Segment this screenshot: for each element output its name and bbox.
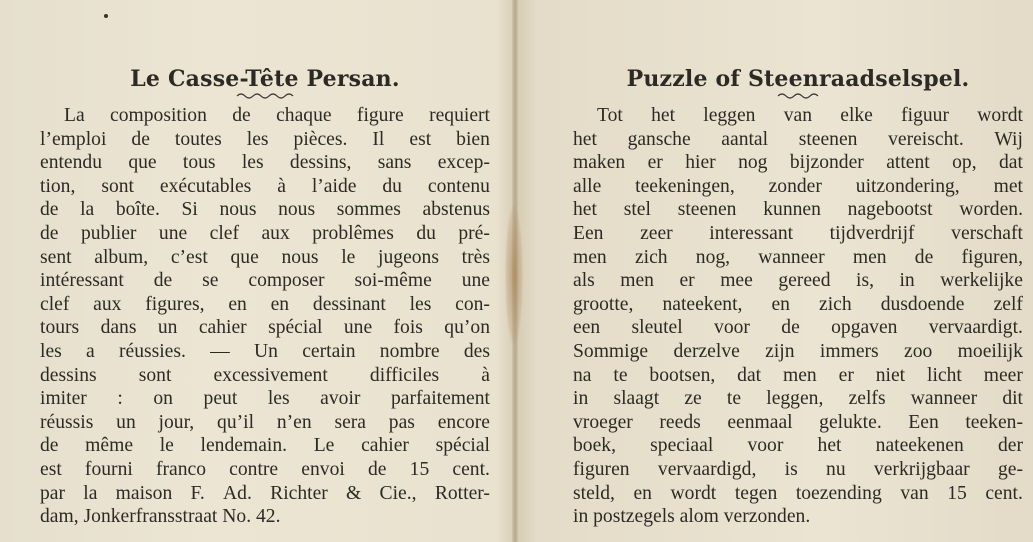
text-line: maken er hier nog bijzonder attent op, dat <box>573 152 1023 174</box>
text-line: Een zeer interessant tijdverdrijf verschaft <box>573 222 1023 244</box>
text-line: est fourni franco contre envoi de 15 cent. <box>40 458 490 480</box>
text-line: in postzegels alom verzonden. <box>573 506 811 528</box>
text-line: een sleutel voor de opgaven vervaardigt. <box>573 317 1023 339</box>
text-line: Tot het leggen van elke figuur wordt <box>597 105 1023 126</box>
right-page-dutch <box>573 0 1023 542</box>
text-line: men zich nog, wanneer men de figuren, <box>573 246 1023 268</box>
text-line: in slaagt ze te leggen, zelfs wanneer dit <box>573 388 1023 410</box>
text-line: entendu que tous les dessins, sans excep- <box>40 152 490 174</box>
text-line: tours dans un cahier spécial une fois qu’on <box>40 317 490 339</box>
title-ornament <box>235 92 295 100</box>
text-line: steld, en wordt tegen toezending van 15 cent. <box>573 482 1023 504</box>
text-line: figuren vervaardigd, is nu verkrijgbaar ge- <box>573 458 1023 480</box>
text-line: alle teekeningen, zonder uitzondering, met <box>573 175 1023 197</box>
text-line: réussis un jour, qu’il n’en sera pas encore <box>40 411 490 433</box>
text-line: par la maison F. Ad. Richter & Cie., Rotter- <box>40 482 490 504</box>
text-line: dessins sont excessivement difficiles à <box>40 364 490 386</box>
text-line: de publier une clef aux problêmes du pré- <box>40 222 490 244</box>
text-line: het stel steenen kunnen nagebootst worden. <box>573 199 1023 221</box>
text-line: grootte, nateekent, en zich dusdoende zelf <box>573 293 1023 315</box>
text-line: tion, sont exécutables à l’aide du contenu <box>40 175 490 197</box>
text-line: sent album, c’est que nous le jugeons très <box>40 246 490 268</box>
right-page-body <box>573 104 1023 529</box>
text-line: als men er mee gereed is, in werkelijke <box>573 270 1023 292</box>
text-line: La composition de chaque figure requiert <box>64 105 490 126</box>
left-page-french <box>40 0 490 542</box>
text-line: l’emploi de toutes les pièces. Il est bien <box>40 128 490 150</box>
text-line: de même le lendemain. Le cahier spécial <box>40 435 490 457</box>
title-ornament <box>776 92 820 100</box>
text-line: na te bootsen, dat men er niet licht meer <box>573 364 1023 386</box>
text-line: clef aux figures, en en dessinant les con- <box>40 293 490 315</box>
text-line: het gansche aantal steenen vereischt. Wij <box>573 128 1023 150</box>
left-page-body <box>40 104 490 529</box>
text-line: imiter : on peut les avoir parfaitement <box>40 388 490 410</box>
text-line: Sommige derzelve zijn immers zoo moeilijk <box>573 340 1023 362</box>
text-line: vroeger reeds eenmaal gelukte. Een teeken- <box>573 411 1023 433</box>
left-page-title: Le Casse-Tête Persan. <box>130 66 400 92</box>
text-line: boek, speciaal voor het nateekenen der <box>573 435 1023 457</box>
text-line: intéressant de se composer soi-même une <box>40 270 490 292</box>
text-line: de la boîte. Si nous nous sommes abstenus <box>40 199 490 221</box>
text-line: les a réussies. — Un certain nombre des <box>40 340 490 362</box>
paper-stain <box>505 205 523 345</box>
text-line: dam, Jonkerfransstraat No. 42. <box>40 506 281 528</box>
right-page-title: Puzzle of Steenraadselspel. <box>626 66 970 92</box>
